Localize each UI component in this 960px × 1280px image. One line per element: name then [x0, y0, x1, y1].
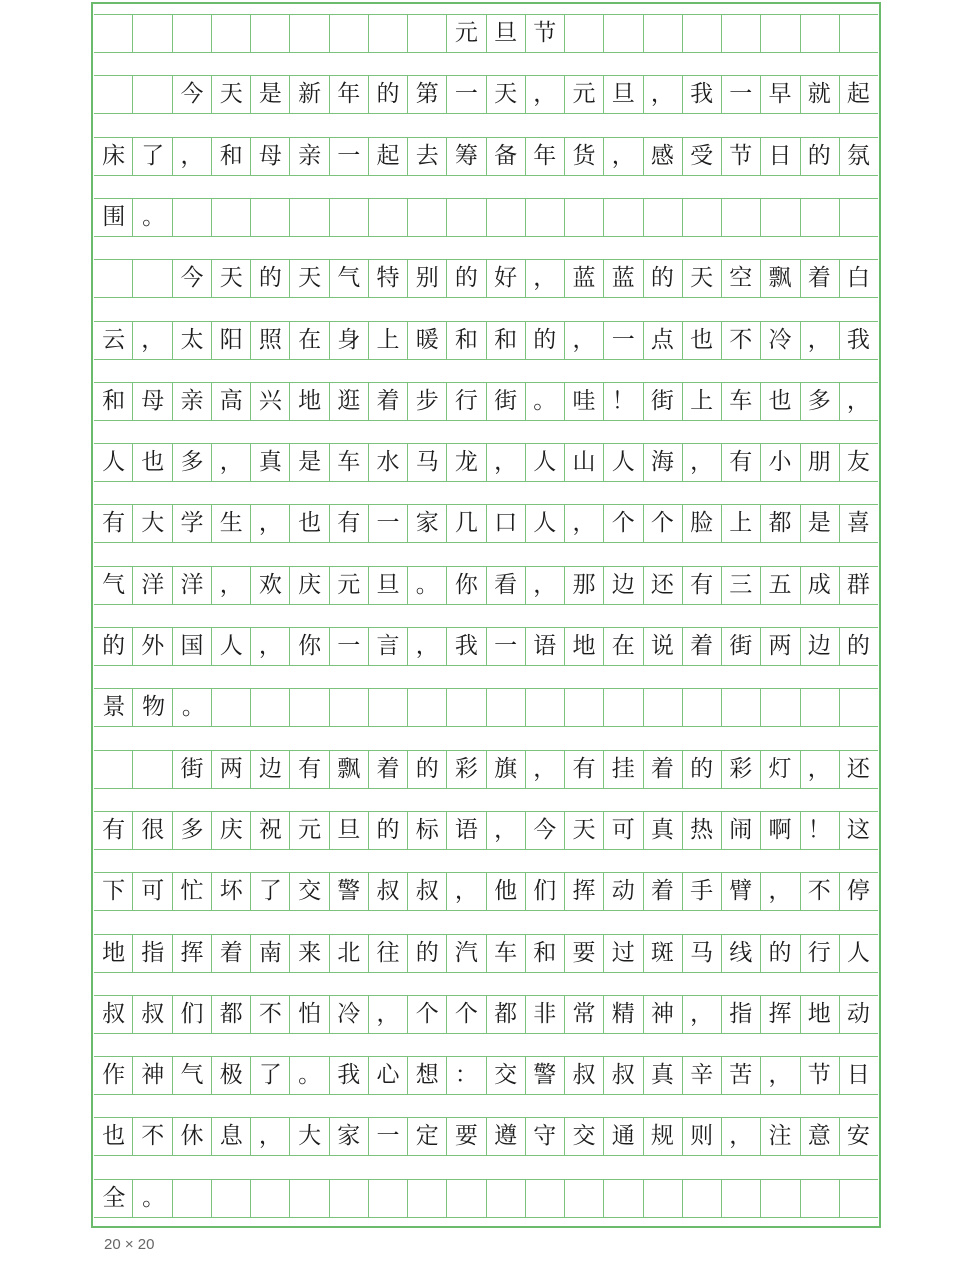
essay-line: 下可忙坏了交警叔叔，他们挥动着手臂，不停	[102, 878, 887, 905]
grid-row	[94, 259, 887, 298]
essay-line: 景物。	[102, 694, 887, 721]
grid-size-label: 20 × 20	[104, 1236, 155, 1253]
essay-line: 叔叔们都不怕冷，个个都非常精神，指挥地动	[102, 1000, 887, 1027]
essay-line: 围。	[102, 203, 887, 230]
essay-line: 今天的天气特别的好，蓝蓝的天空飘着白	[102, 265, 887, 292]
essay-line: 云，太阳照在身上暖和和的，一点也不冷，我	[102, 326, 887, 353]
composition-grid-paper	[91, 2, 887, 1228]
grid-row	[94, 688, 887, 727]
essay-line: 的外国人，你一言，我一语地在说着街两边的	[102, 633, 887, 659]
grid-row	[94, 811, 887, 850]
grid-row	[94, 872, 887, 911]
grid-row	[94, 321, 887, 360]
essay-line: 也不休息，大家一定要遵守交通规则，注意安	[102, 1123, 887, 1150]
grid-row	[94, 382, 887, 421]
essay-line: 有很多庆祝元旦的标语，今天可真热闹啊！这	[102, 816, 887, 843]
grid-row	[94, 566, 887, 605]
essay-line: 有大学生，也有一家几口人，个个脸上都是喜	[102, 510, 887, 537]
grid-row	[94, 627, 887, 666]
grid-row	[94, 750, 887, 789]
essay-line: 街两边有飘着的彩旗，有挂着的彩灯，还	[102, 755, 887, 782]
grid-row	[94, 934, 887, 973]
grid-row	[94, 995, 887, 1034]
grid-row	[94, 1117, 887, 1156]
essay-line: 床了，和母亲一起去筹备年货，感受节日的氛	[102, 142, 887, 169]
essay-line: 和母亲高兴地逛着步行街。哇！街上车也多，	[102, 387, 887, 414]
essay-line: 作神气极了。我心想：交警叔叔真辛苦，节日	[102, 1062, 887, 1089]
essay-title: 元旦节	[102, 20, 887, 46]
grid-row	[94, 443, 887, 482]
title-row	[94, 14, 887, 53]
essay-line: 人也多，真是车水马龙，人山人海，有小朋友	[102, 449, 887, 476]
essay-line: 地指挥着南来北往的汽车和要过斑马线的行人	[102, 939, 887, 966]
grid-row	[94, 1179, 887, 1218]
grid-row	[94, 137, 887, 176]
essay-line: 今天是新年的第一天，元旦，我一早就起	[102, 81, 887, 108]
grid-row	[94, 198, 887, 237]
grid-row	[94, 75, 887, 114]
essay-line: 全。	[102, 1184, 887, 1211]
grid-row	[94, 1056, 887, 1095]
essay-line: 气洋洋，欢庆元旦。你看，那边还有三五成群	[102, 571, 887, 598]
grid-row	[94, 504, 887, 543]
